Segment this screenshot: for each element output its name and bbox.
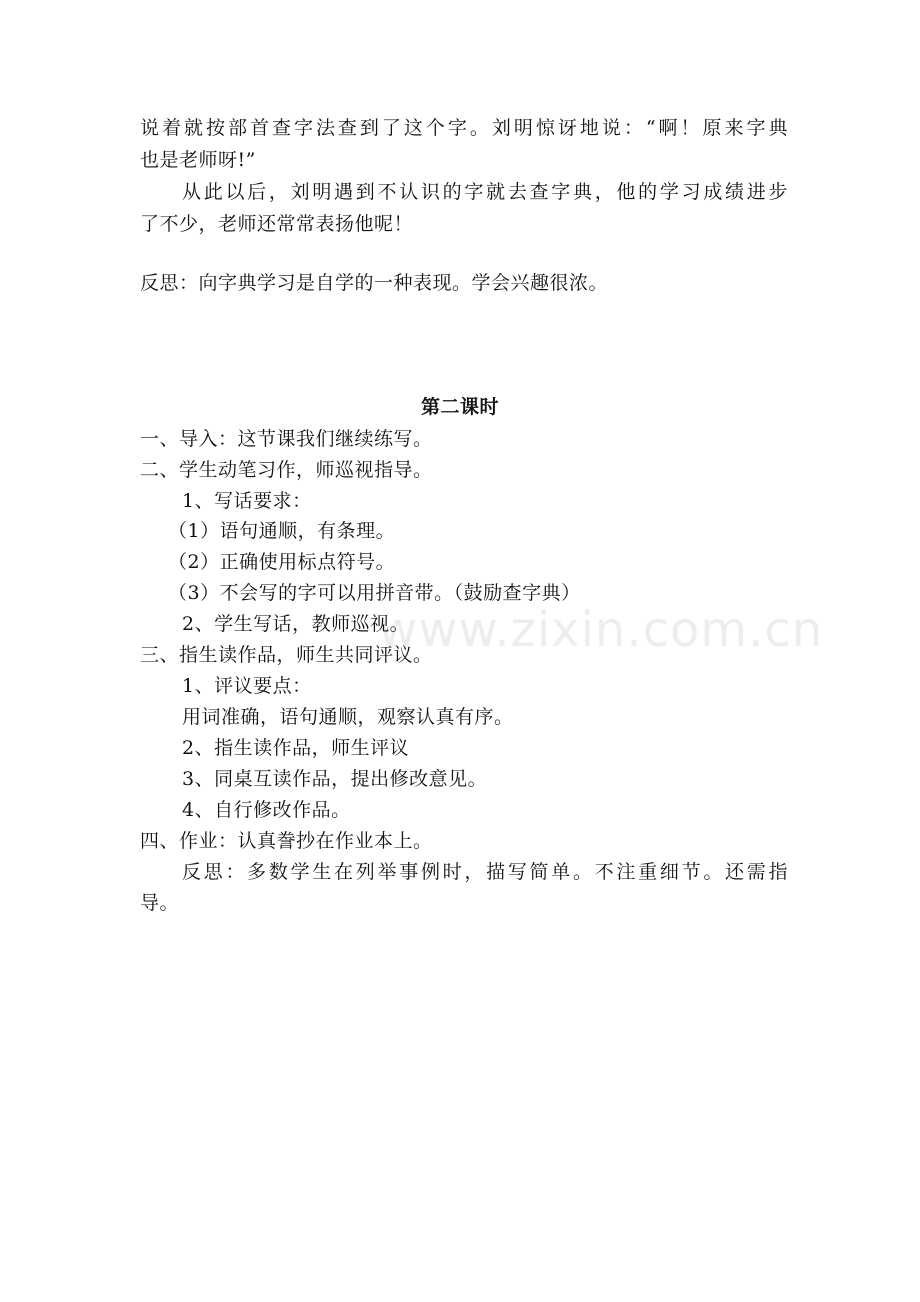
watermark: www.zixin.com.cn [378, 602, 824, 658]
lesson-2-title: 第二课时 [420, 396, 499, 418]
requirement-2: （2）正确使用标点符号。 [168, 551, 396, 573]
reflection-lesson-2-line-1: 反思：多数学生在列举事例时，描写简单。不注重细节。还需指 [182, 861, 788, 883]
evaluation-points-title: 1、评议要点： [182, 675, 312, 697]
requirement-1: （1）语句通顺，有条理。 [168, 520, 396, 542]
step-4-homework: 四、作业：认真誊抄在作业本上。 [140, 830, 433, 852]
step-2-sub-2: 2、学生写话，教师巡视。 [182, 613, 410, 635]
story-line-3: 从此以后，刘明遇到不认识的字就去查字典，他的学习成绩进步 [182, 181, 788, 203]
step-3-evaluation: 三、指生读作品，师生共同评议。 [140, 644, 433, 666]
story-line-2: 也是老师呀!” [140, 149, 256, 171]
evaluation-step-2: 2、指生读作品，师生评议 [182, 737, 410, 759]
reflection-lesson-2-line-2: 导。 [140, 892, 180, 914]
evaluation-step-3: 3、同桌互读作品，提出修改意见。 [182, 768, 488, 790]
step-1-intro: 一、导入：这节课我们继续练写。 [140, 428, 433, 450]
story-line-1: 说着就按部首查字法查到了这个字。刘明惊讶地说：“啊！原来字典 [140, 117, 788, 139]
evaluation-points: 用词准确，语句通顺，观察认真有序。 [182, 706, 514, 728]
step-2-writing: 二、学生动笔习作，师巡视指导。 [140, 459, 433, 481]
story-line-4: 了不少，老师还常常表扬他呢！ [140, 213, 414, 235]
evaluation-step-4: 4、自行修改作品。 [182, 799, 351, 821]
writing-requirements-title: 1、写话要求： [182, 490, 312, 512]
reflection-lesson-1: 反思：向字典学习是自学的一种表现。学会兴趣很浓。 [140, 272, 609, 294]
requirement-3: （3）不会写的字可以用拼音带。（鼓励查字典） [168, 582, 581, 604]
